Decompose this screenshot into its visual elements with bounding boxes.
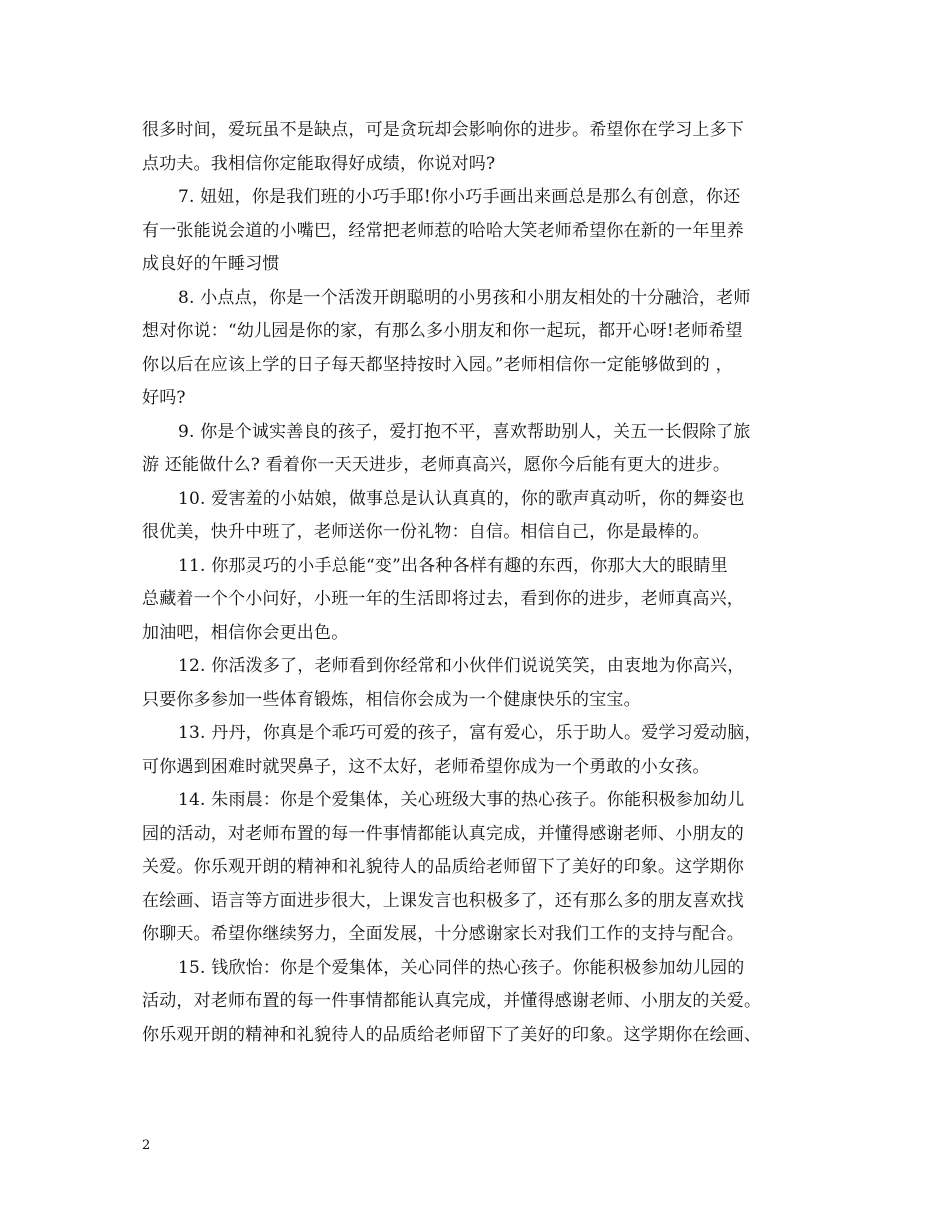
text-line: 8. 小点点，你是一个活泼开朗聪明的小男孩和小朋友相处的十分融洽，老师	[178, 287, 751, 308]
text-line: 10. 爱害羞的小姑娘，做事总是认认真真的，你的歌声真动听，你的舞姿也	[178, 488, 745, 509]
text-line: 园的活动，对老师布置的每一件事情都能认真完成，并懂得感谢老师、小朋友的	[142, 823, 744, 844]
text-line: 你聊天。希望你继续努力，全面发展，十分感谢家长对我们工作的支持与配合。	[142, 924, 744, 944]
text-line: 12. 你活泼多了，老师看到你经常和小伙伴们说说笑笑，由衷地为你高兴，	[178, 656, 745, 676]
text-line: 你以后在应该上学的日子每天都坚持按时入园。”老师相信你一定能够做到的 ，	[142, 354, 733, 375]
text-line: 很多时间，爱玩虽不是缺点，可是贪玩却会影响你的进步。希望你在学习上多下	[142, 120, 744, 140]
text-line: 活动，对老师布置的每一件事情都能认真完成，并懂得感谢老师、小朋友的关爱。	[142, 991, 762, 1011]
text-line: 14. 朱雨晨：你是个爱集体，关心班级大事的热心孩子。你能积极参加幼儿	[178, 790, 745, 810]
text-line: 11. 你那灵巧的小手总能“变”出各种各样有趣的东西，你那大大的眼睛里	[178, 555, 728, 576]
page-number: 2	[142, 1138, 151, 1153]
text-line: 你乐观开朗的精神和礼貌待人的品质给老师留下了美好的印象。这学期你在绘画、	[142, 1024, 762, 1045]
document-body	[142, 114, 822, 1052]
text-line: 总藏着一个个小问好，小班一年的生活即将过去，看到你的进步，老师真高兴，	[142, 589, 744, 609]
text-line: 有一张能说会道的小嘴巴，经常把老师惹的哈哈大笑老师希望你在新的一年里养	[142, 220, 744, 241]
text-line: 很优美，快升中班了，老师送你一份礼物：自信。相信自己，你是最棒的。	[142, 522, 710, 542]
text-line: 在绘画、语言等方面进步很大，上课发言也积极多了，还有那么多的朋友喜欢找	[142, 890, 744, 911]
text-line: 关爱。你乐观开朗的精神和礼貌待人的品质给老师留下了美好的印象。这学期你	[142, 857, 744, 877]
text-line: 只要你多参加一些体育锻炼，相信你会成为一个健康快乐的宝宝。	[142, 689, 641, 710]
text-line: 15. 钱欣怡：你是个爱集体，关心同伴的热心孩子。你能积极参加幼儿园的	[178, 957, 745, 978]
text-line: 13. 丹丹，你真是个乖巧可爱的孩子，富有爱心，乐于助人。爱学习爱动脑，	[178, 723, 762, 743]
text-line: 好吗?	[142, 388, 186, 408]
text-line: 游 还能做什么? 看着你一天天进步，老师真高兴，愿你今后能有更大的进步。	[142, 455, 731, 475]
text-line: 成良好的午睡习惯	[142, 254, 280, 274]
text-line: 加油吧，相信你会更出色。	[142, 622, 349, 643]
text-line: 可你遇到困难时就哭鼻子，这不太好，老师希望你成为一个勇敢的小女孩。	[142, 756, 710, 777]
text-line: 点功夫。我相信你定能取得好成绩，你说对吗?	[142, 153, 496, 174]
text-line: 9. 你是个诚实善良的孩子，爱打抱不平，喜欢帮助别人，关五一长假除了旅	[178, 421, 751, 442]
text-line: 想对你说：“幼儿园是你的家，有那么多小朋友和你一起玩，都开心呀!老师希望	[142, 321, 743, 341]
text-line: 7. 妞妞，你是我们班的小巧手耶!你小巧手画出来画总是那么有创意，你还	[178, 187, 741, 207]
